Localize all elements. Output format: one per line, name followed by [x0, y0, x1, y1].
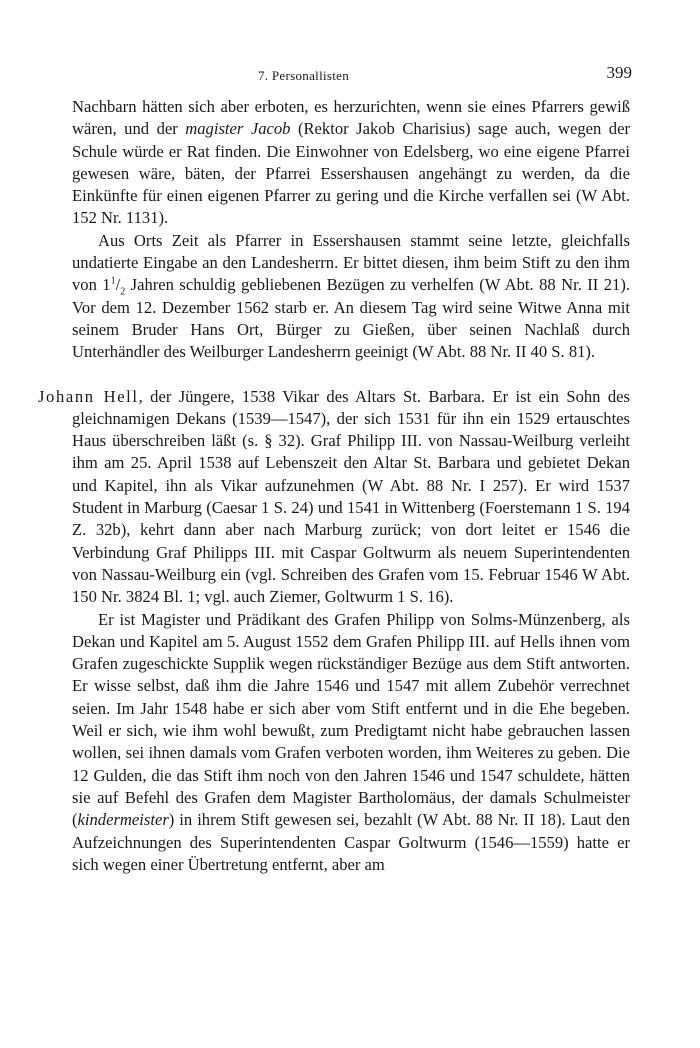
fraction-numerator: 1: [110, 275, 116, 287]
paragraph-orts-zeit: [72, 230, 630, 364]
body-text: [38, 96, 630, 876]
text-run: Jahren schuldig gebliebenen Bezügen zu verhelfen (W Abt. 88 Nr. II 21). Vor dem 12. Dezember 1562 starb er. An diesem Tag wird seine Witwe Anna mit seinem Bruder Hans Ort, Bürger zu Gießen, über seinen Nachlaß durch Unterhändler des Weilburger Landesherrn geeinigt (W Abt. 88 Nr. II 40 S. 81).: [72, 275, 630, 362]
running-head: 7. Personallisten: [258, 68, 350, 83]
text-run: Aus Orts Zeit als Pfarrer in Essershausen stammt seine letzte, gleichfalls undatierte Eingabe an den Landesherrn. Er bittet diesen, ihm beim Stift zu den ihm von 1: [72, 230, 630, 295]
entry-johann-hell: [38, 386, 630, 609]
text-run: Nachbarn hätten sich aber erboten, es herzurichten, wenn sie eines Pfarrers gewiß wären, und der: [72, 97, 630, 139]
text-run: (Rektor Jakob Charisius) sage auch, wegen der Schule würde er Rat finden. Die Einwohner von Edelsberg, wo eine eigene Pfarrei gewesen wäre, bäten, der Pfarrei Essershausen angehängt zu werden, da die Einkünfte für einen eigenen Pfarrer zu gering und die Kirche verfallen sei (W Abt. 152 Nr. 1131).: [72, 119, 630, 228]
italic-term: kindermeister: [77, 810, 169, 830]
fraction-denominator: 2: [120, 286, 126, 298]
paragraph-nachbarn: [72, 96, 630, 230]
text-run: ) in ihrem Stift gewesen sei, bezahlt (W Abt. 88 Nr. II 18). Laut den Aufzeichnungen des Superintendenten Caspar Goltwurm (1546—1559) hatte er sich wegen einer Übertretung entfernt, aber am: [72, 810, 630, 874]
fraction-slash: /: [115, 275, 121, 295]
paragraph-magister: [72, 609, 630, 877]
page-header: [0, 60, 700, 90]
page-number: 399: [606, 63, 632, 82]
entry-name: Johann Hell: [38, 386, 139, 406]
italic-term: magister Jacob: [185, 119, 291, 139]
text-run: Er ist Magister und Prädikant des Grafen Philipp von Solms-Münzenberg, als Dekan und Kapitel am 5. August 1552 dem Grafen Philipp III. auf Hells ihnen vom Grafen zugeschickte Supplik wegen rückständiger Bezüge aus dem Stift antworten. Er wisse selbst, daß ihm die Jahre 1546 und 1547 mit allem Zubehör verrechnet seien. Im Jahr 1548 habe er sich aber vom Stift entfernt und in die Ehe begeben. Weil er sich, wie ihm wohl bewußt, zum Predigtamt nicht habe gebrauchen lassen wollen, sei ihnen damals vom Grafen verboten worden, ihm Weiteres zu geben. Die 12 Gulden, die das Stift ihm noch von den Jahren 1546 und 1547 schuldete, hätten sie auf Befehl des Grafen dem Magister Bartholomäus, der damals Schulmeister (: [72, 609, 630, 830]
text-run: , der Jüngere, 1538 Vikar des Altars St. Barbara. Er ist ein Sohn des gleichnamigen Dekans (1539—1547), der sich 1531 für ihn ein 1529 ertauschtes Haus überschreiben läßt (s. § 32). Graf Philipp III. von Nassau-Weilburg verleiht ihm am 25. April 1538 auf Lebenszeit den Altar St. Barbara und gebietet Dekan und Kapitel, ihn als Vikar aufzunehmen (W Abt. 88 Nr. I 257). Er wird 1537 Student in Marburg (Caesar 1 S. 24) und 1541 in Wittenberg (Foerstemann 1 S. 194 Z. 32b), kehrt dann aber nach Marburg zurück; von dort leitet er 1546 die Verbindung Graf Philipps III. mit Caspar Goltwurm als neuem Superintendenten von Nassau-Weilburg ein (vgl. Schreiben des Grafen vom 15. Februar 1546 W Abt. 150 Nr. 3824 Bl. 1; vgl. auch Ziemer, Goltwurm 1 S. 16).: [72, 386, 630, 607]
